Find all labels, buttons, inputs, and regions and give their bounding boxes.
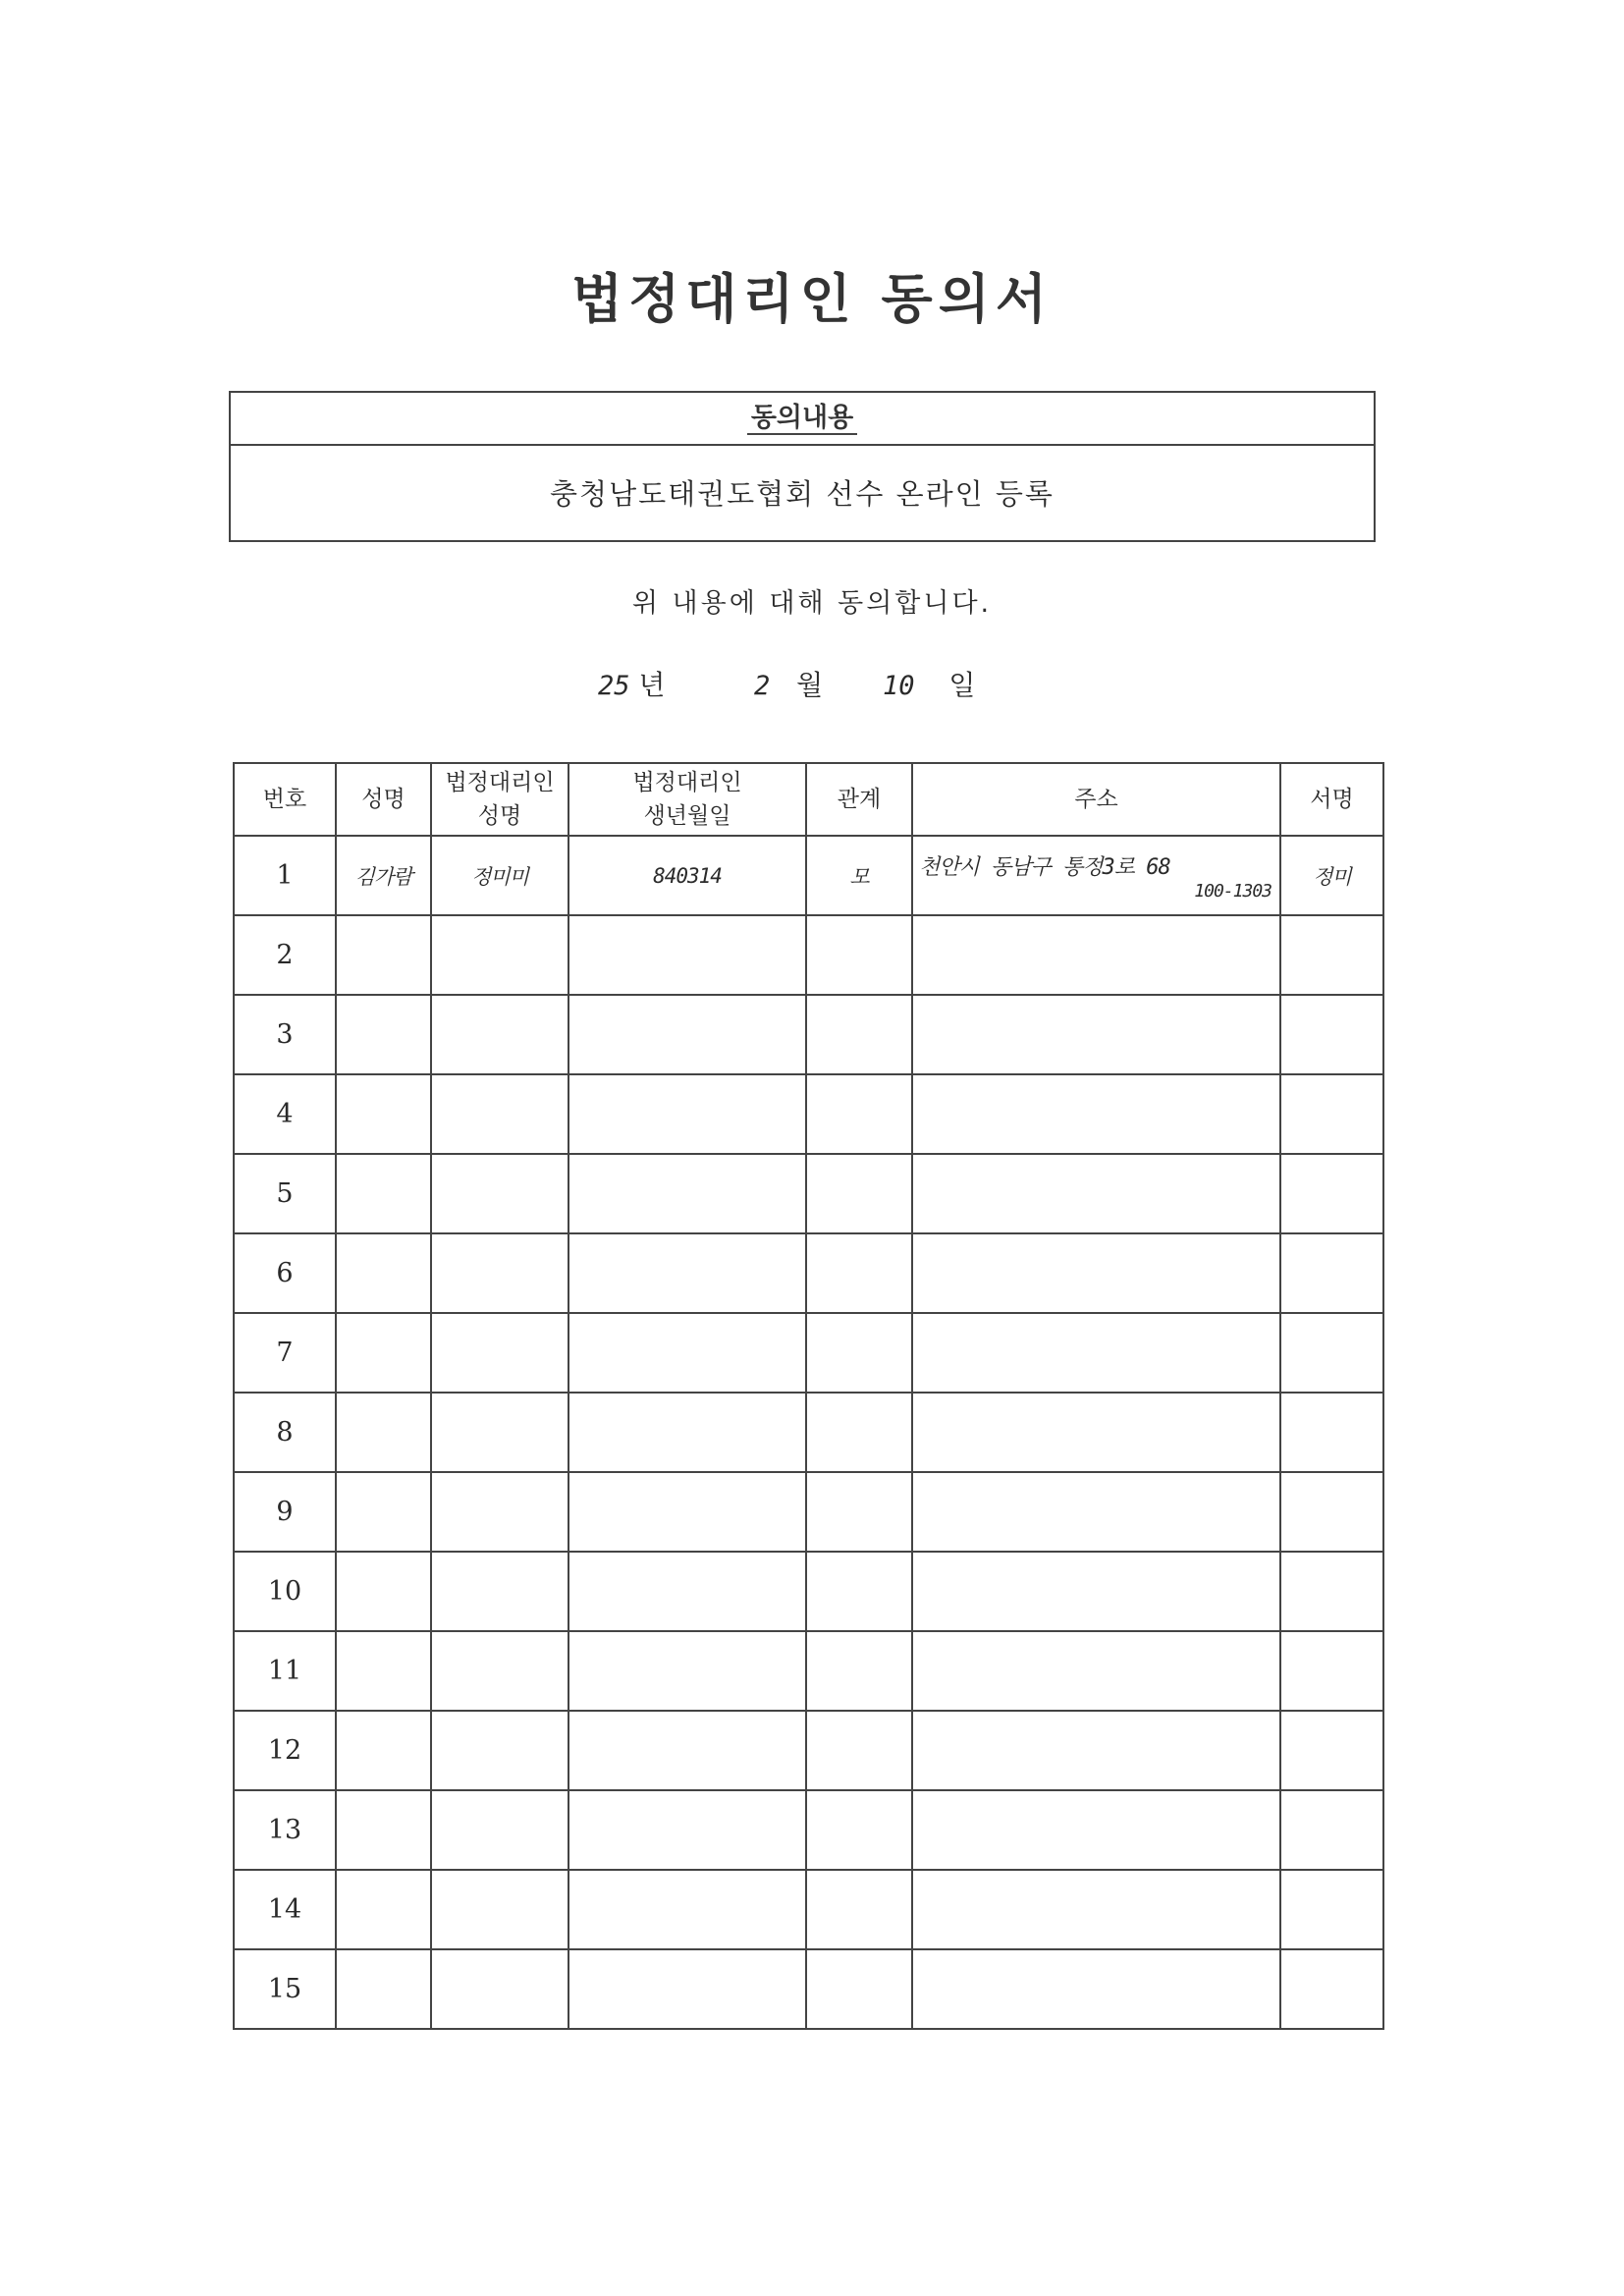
row-address[interactable] — [912, 1393, 1280, 1472]
row-rep-name[interactable] — [431, 1313, 568, 1393]
row-rep-birth[interactable] — [568, 1233, 806, 1313]
row-name[interactable] — [336, 1949, 431, 2029]
row-signature[interactable] — [1280, 1870, 1383, 1949]
row-relation[interactable] — [806, 1393, 912, 1472]
table-row — [234, 1552, 1383, 1631]
row-rep-birth[interactable] — [568, 1870, 806, 1949]
row-rep-name[interactable] — [431, 1552, 568, 1631]
row-rep-birth[interactable] — [568, 1154, 806, 1233]
row-name[interactable] — [336, 1711, 431, 1790]
row-address[interactable] — [912, 1790, 1280, 1870]
row-rep-birth[interactable] — [568, 915, 806, 995]
row-rep-birth[interactable] — [568, 1711, 806, 1790]
header-number: 번호 — [234, 763, 336, 836]
consent-box-header — [231, 393, 1374, 446]
table-row — [234, 1074, 1383, 1154]
row-address[interactable] — [912, 1949, 1280, 2029]
row-signature[interactable] — [1280, 1154, 1383, 1233]
header-rep-birth: 법정대리인 생년월일 — [568, 763, 806, 836]
row-rep-birth[interactable] — [568, 995, 806, 1074]
row-rep-name[interactable] — [431, 1233, 568, 1313]
row-number: 5 — [234, 1154, 336, 1233]
row-number: 6 — [234, 1233, 336, 1313]
row-number: 15 — [234, 1949, 336, 2029]
row-rep-birth[interactable] — [568, 1790, 806, 1870]
header-signature: 서명 — [1280, 763, 1383, 836]
row-name[interactable] — [336, 1790, 431, 1870]
date-day — [883, 666, 975, 705]
row-signature[interactable] — [1280, 1074, 1383, 1154]
table-row — [234, 1233, 1383, 1313]
row-name[interactable] — [336, 1870, 431, 1949]
row-rep-birth: 840314 — [568, 836, 806, 915]
row-number: 3 — [234, 995, 336, 1074]
row-rep-name[interactable] — [431, 1631, 568, 1711]
row-signature[interactable] — [1280, 1393, 1383, 1472]
row-address[interactable] — [912, 1711, 1280, 1790]
row-rep-name[interactable] — [431, 1949, 568, 2029]
table-row — [234, 1472, 1383, 1552]
header-name: 성명 — [336, 763, 431, 836]
row-signature[interactable] — [1280, 1949, 1383, 2029]
date-month-label: 월 — [796, 669, 824, 701]
row-rep-birth[interactable] — [568, 1949, 806, 2029]
row-relation[interactable] — [806, 1949, 912, 2029]
row-number: 4 — [234, 1074, 336, 1154]
row-address[interactable] — [912, 1472, 1280, 1552]
row-rep-birth[interactable] — [568, 1552, 806, 1631]
row-number: 11 — [234, 1631, 336, 1711]
table-row — [234, 1393, 1383, 1472]
date-day-label: 일 — [948, 669, 976, 701]
row-name: 김가람 — [336, 836, 431, 915]
row-rep-name[interactable] — [431, 1870, 568, 1949]
row-address[interactable] — [912, 1233, 1280, 1313]
row-relation[interactable] — [806, 1870, 912, 1949]
row-rep-birth[interactable] — [568, 1472, 806, 1552]
row-signature[interactable] — [1280, 1552, 1383, 1631]
row-relation[interactable] — [806, 1631, 912, 1711]
table-row — [234, 836, 1383, 915]
registration-table — [233, 762, 1384, 2030]
row-name[interactable] — [336, 1313, 431, 1393]
row-relation[interactable] — [806, 1074, 912, 1154]
row-relation[interactable] — [806, 1790, 912, 1870]
agreement-statement: 위 내용에 대해 동의합니다. — [631, 588, 993, 619]
row-relation[interactable] — [806, 1552, 912, 1631]
row-name[interactable] — [336, 995, 431, 1074]
row-address[interactable] — [912, 1154, 1280, 1233]
date-day-value: 10 — [883, 671, 915, 701]
row-name[interactable] — [336, 915, 431, 995]
row-signature[interactable] — [1280, 1472, 1383, 1552]
header-rep-name: 법정대리인 성명 — [431, 763, 568, 836]
row-rep-name[interactable] — [431, 1472, 568, 1552]
row-relation[interactable] — [806, 1711, 912, 1790]
row-address[interactable] — [912, 1552, 1280, 1631]
table-row — [234, 1313, 1383, 1393]
table-row — [234, 995, 1383, 1074]
date-month — [754, 666, 823, 705]
row-rep-birth[interactable] — [568, 1631, 806, 1711]
row-address-line2: 100-1303 — [1194, 880, 1272, 902]
row-signature[interactable] — [1280, 1631, 1383, 1711]
row-number: 8 — [234, 1393, 336, 1472]
row-address[interactable] — [912, 1870, 1280, 1949]
row-relation[interactable] — [806, 1313, 912, 1393]
header-relation: 관계 — [806, 763, 912, 836]
row-name[interactable] — [336, 1393, 431, 1472]
document-title: 법정대리인 동의서 — [570, 268, 1054, 330]
row-rep-name: 정미미 — [431, 836, 568, 915]
header-address: 주소 — [912, 763, 1280, 836]
row-rep-name[interactable] — [431, 915, 568, 995]
row-name[interactable] — [336, 1552, 431, 1631]
row-address[interactable] — [912, 1313, 1280, 1393]
table-header-row — [234, 763, 1383, 836]
row-address — [912, 836, 1280, 915]
row-signature: 정미 — [1280, 836, 1383, 915]
row-rep-birth[interactable] — [568, 1393, 806, 1472]
row-relation[interactable] — [806, 1233, 912, 1313]
consent-box-header-label: 동의내용 — [747, 403, 857, 435]
consent-box-content: 충청남도태권도협회 선수 온라인 등록 — [550, 477, 1055, 511]
row-rep-name[interactable] — [431, 995, 568, 1074]
row-rep-birth[interactable] — [568, 1313, 806, 1393]
row-relation[interactable] — [806, 1472, 912, 1552]
row-signature[interactable] — [1280, 1711, 1383, 1790]
row-address-line1: 천안시 동남구 통정3로 68 — [919, 854, 1170, 880]
table-row — [234, 1711, 1383, 1790]
table-row — [234, 1870, 1383, 1949]
row-number: 12 — [234, 1711, 336, 1790]
table-row — [234, 1631, 1383, 1711]
table-row — [234, 915, 1383, 995]
consent-content-box — [229, 391, 1376, 542]
row-address[interactable] — [912, 1074, 1280, 1154]
row-number: 10 — [234, 1552, 336, 1631]
row-rep-name[interactable] — [431, 1154, 568, 1233]
date-year-value: 25 — [598, 671, 630, 701]
row-name[interactable] — [336, 1154, 431, 1233]
date-month-value: 2 — [754, 671, 771, 701]
row-number: 13 — [234, 1790, 336, 1870]
row-name[interactable] — [336, 1472, 431, 1552]
date-year — [598, 666, 665, 705]
row-rep-name[interactable] — [431, 1074, 568, 1154]
row-number: 14 — [234, 1870, 336, 1949]
row-relation[interactable] — [806, 995, 912, 1074]
row-number: 9 — [234, 1472, 336, 1552]
table-row — [234, 1949, 1383, 2029]
row-rep-birth[interactable] — [568, 1074, 806, 1154]
row-address[interactable] — [912, 915, 1280, 995]
row-number: 2 — [234, 915, 336, 995]
row-name[interactable] — [336, 1233, 431, 1313]
row-relation: 모 — [806, 836, 912, 915]
date-year-label: 년 — [638, 669, 666, 701]
row-signature[interactable] — [1280, 1790, 1383, 1870]
row-signature[interactable] — [1280, 1233, 1383, 1313]
row-signature[interactable] — [1280, 1313, 1383, 1393]
row-rep-name[interactable] — [431, 1711, 568, 1790]
table-row — [234, 1790, 1383, 1870]
table-row — [234, 1154, 1383, 1233]
row-signature[interactable] — [1280, 915, 1383, 995]
row-rep-name[interactable] — [431, 1393, 568, 1472]
row-name[interactable] — [336, 1631, 431, 1711]
row-number: 7 — [234, 1313, 336, 1393]
row-rep-name[interactable] — [431, 1790, 568, 1870]
row-number: 1 — [234, 836, 336, 915]
row-signature[interactable] — [1280, 995, 1383, 1074]
row-name[interactable] — [336, 1074, 431, 1154]
row-relation[interactable] — [806, 915, 912, 995]
row-address[interactable] — [912, 1631, 1280, 1711]
row-address[interactable] — [912, 995, 1280, 1074]
row-relation[interactable] — [806, 1154, 912, 1233]
